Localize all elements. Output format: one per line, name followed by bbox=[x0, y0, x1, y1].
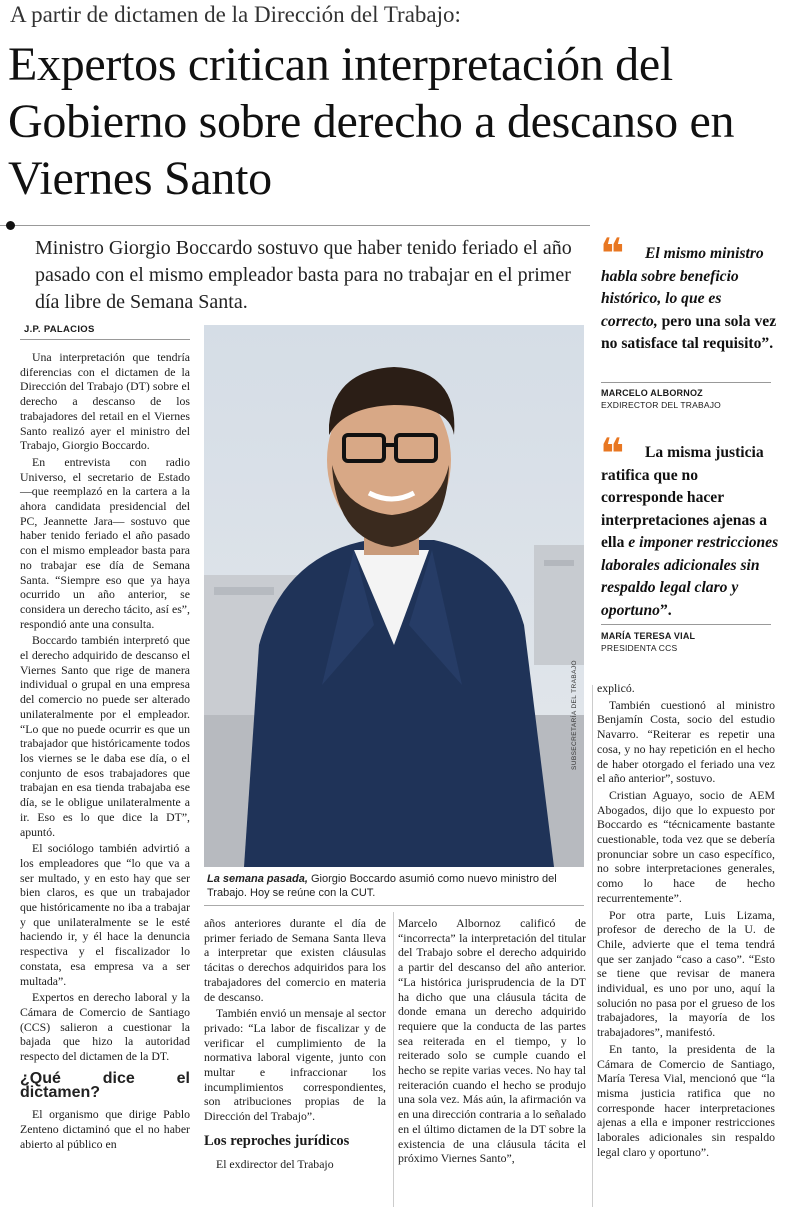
column-divider bbox=[393, 912, 394, 1207]
section-heading: Los reproches jurídicos bbox=[204, 1132, 350, 1149]
paragraph: También envió un mensaje al sector privado: “La labor de fiscalizar y de verificar el cumplimiento de la normativa laboral vigente, junto con multar e infraccionar los incumplimientos correspondientes, son atribuciones propias de la Dirección del Trabajo”. bbox=[204, 1006, 386, 1124]
byline: J.P. PALACIOS bbox=[24, 324, 95, 335]
paragraph: explicó. bbox=[597, 681, 635, 695]
paragraph: Boccardo también interpretó que el derecho adquirido de descanso el Viernes Santo que rige de manera individual o grupal en una empresa del comercio no puede ser alterado unilateralmente por el empleador. “Lo que no puede ocurrir es que un trabajador que históricamente todos los viernes se le daba ese día, o el conjunto de esos trabajadores que trabajan en esa tienda trabajaba ese día, se le obligue unilateralmente a ir. Eso es lo que dice la DT”, apuntó. bbox=[20, 633, 190, 839]
quote-author-role: EXDIRECTOR DEL TRABAJO bbox=[601, 400, 721, 410]
paragraph: En tanto, la presidenta de la Cámara de Comercio de Santiago, María Teresa Vial, mencionó que “la misma justicia ratifica que no corresponde hacer interpretaciones ajenas a ella e imponer restricciones laborales adicionales sin respaldo legal claro y oportuno”. bbox=[597, 1041, 775, 1159]
divider bbox=[0, 225, 590, 226]
paragraph: El exdirector del Trabajo bbox=[216, 1156, 334, 1171]
pull-quote-1 bbox=[601, 243, 779, 356]
quote-bold: pero una sola vez no satisface tal requisito”. bbox=[601, 312, 777, 352]
divider bbox=[20, 339, 190, 340]
paragraph: El organismo que dirige Pablo Zenteno dictaminó que el no haber abierto al público en bbox=[20, 1107, 190, 1151]
photo-credit: SUBSECRETARÍA DEL TRABAJO bbox=[571, 660, 578, 770]
portrait-image bbox=[204, 325, 584, 867]
column-divider bbox=[592, 685, 593, 1207]
quote-bold: La misma justicia ratifica que no corresponde hacer interpretaciones ajenas a ella bbox=[601, 444, 768, 551]
paragraph: Marcelo Albornoz calificó de “incorrecta” la interpretación del titular del Trabajo sobre el derecho adquirido a partir del descanso del año anterior. “La histórica jurisprudencia de la DT ha dicho que una cláusula tácita de donde emana un derecho adquirido requiere que la conducta de las partes sea reiterada en el tiempo, y lo reiterado solo se cumple cuando el hecho se repite varias veces. No hay tal reiteración cuando el hecho se produjo una sola vez. Más aún, la afirmación va en una dirección contraria a lo señalado en el último dictamen de la DT sobre la existencia de una cláusula tácita el próximo Viernes Santo”, bbox=[398, 916, 586, 1166]
deck: Ministro Giorgio Boccardo sostuvo que haber tenido feriado el año pasado con el mismo empleador basta para no trabajar en el primer día libre de Semana Santa. bbox=[35, 237, 572, 313]
paragraph: años anteriores durante el día de primer feriado de Semana Santa lleva a interpretar que existen cláusulas tácitas o derechos adquiridos para los trabajadores del comercio en materia de descanso. bbox=[204, 916, 386, 1004]
headline: Expertos critican interpretación del Gobierno sobre derecho a descanso en Viernes Santo bbox=[8, 38, 735, 205]
paragraph: En entrevista con radio Universo, el secretario de Estado —que reemplazó en la cartera a la ahora candidata presidencial del PC, Jeannette Jara— sostuvo que haber tenido feriado el año pasado con el mismo empleador basta para no trabajar ese día de Semana Santa. “Siempre eso que ya haya ocurrido un año anterior, se considera un derecho tácito, así es”, respondió ante una consulta. bbox=[20, 454, 190, 631]
quote-mark-icon: ❝ bbox=[600, 429, 625, 478]
paragraph: El sociólogo también advirtió a los empleadores que “lo que va a ser multado, y en esto hay que ser bien claros, es que un trabajador que históricamente no iba a trabajar y que unilateralmente se le esté haciendo ir, y él hace la denuncia respectiva y el fiscalizador lo constata, esa empresa va a ser multada”. bbox=[20, 841, 190, 988]
divider bbox=[601, 382, 771, 383]
divider bbox=[204, 905, 584, 906]
body-column-1 bbox=[20, 350, 190, 1153]
divider bbox=[601, 624, 771, 625]
bullet-dot-icon bbox=[6, 221, 15, 230]
quote-author-role: PRESIDENTA CCS bbox=[601, 643, 678, 653]
paragraph: Por otra parte, Luis Lizama, profesor de derecho de la U. de Chile, advierte que el tema tendrá que ser zanjado “caso a caso”. “Esto se tiene que revisar de manera individual, es uno por uno, aquí la solución no pasa por el grueso de los trabajadores, la mayoría de los trabajadores”, manifestó. bbox=[597, 907, 775, 1040]
quote-tail: ”. bbox=[659, 601, 672, 619]
pull-quote-2 bbox=[601, 442, 781, 622]
caption-text: Giorgio Boccardo asumió como nuevo ministro del Trabajo. Hoy se reúne con la CUT. bbox=[207, 873, 557, 899]
photo-minister bbox=[204, 325, 584, 867]
section-heading: ¿Qué dice el dictamen? bbox=[20, 1069, 190, 1102]
quote-italic: e imponer restricciones laborales adicionales sin respaldo legal claro y oportuno bbox=[601, 534, 779, 619]
paragraph: Cristian Aguayo, socio de AEM Abogados, dijo que lo expuesto por Boccardo es “técnicamente bastante cuestionable, toda vez que se debería pronunciar sobre un caso específico, no sobre interpretaciones generales, como lo hace de hecho recurrentemente”. bbox=[597, 787, 775, 905]
caption-lead: La semana pasada, bbox=[207, 873, 308, 885]
quote-mark-icon: ❝ bbox=[600, 229, 625, 278]
body-column-2 bbox=[204, 916, 386, 1173]
paragraph: También cuestionó al ministro Benjamín Costa, socio del estudio Navarro. “Reiterar es repetir una cosa, y no hay repetición en el hecho de haber otorgado el feriado una vez el año anterior”, sostuvo. bbox=[597, 697, 775, 786]
paragraph: Expertos en derecho laboral y la Cámara de Comercio de Santiago (CCS) salieron a cuestionar la bajada que hizo la autoridad respecto del dictamen de la DT. bbox=[20, 990, 190, 1064]
quote-italic: El mismo ministro habla sobre beneficio histórico, lo que es correcto, bbox=[601, 245, 764, 330]
body-column-3 bbox=[398, 916, 586, 1168]
body-column-4 bbox=[597, 681, 775, 1162]
paragraph: Una interpretación que tendría diferencias con el dictamen de la Dirección del Trabajo (DT) sobre el derecho a descanso de los trabajadores del retail en el Viernes Santo realizó ayer el ministro del Trabajo, Giorgio Boccardo. bbox=[20, 350, 190, 453]
photo-caption bbox=[207, 872, 583, 900]
quote-author-name: MARÍA TERESA VIAL bbox=[601, 631, 696, 641]
kicker: A partir de dictamen de la Dirección del Trabajo: bbox=[10, 2, 461, 27]
quote-author-name: MARCELO ALBORNOZ bbox=[601, 388, 703, 398]
